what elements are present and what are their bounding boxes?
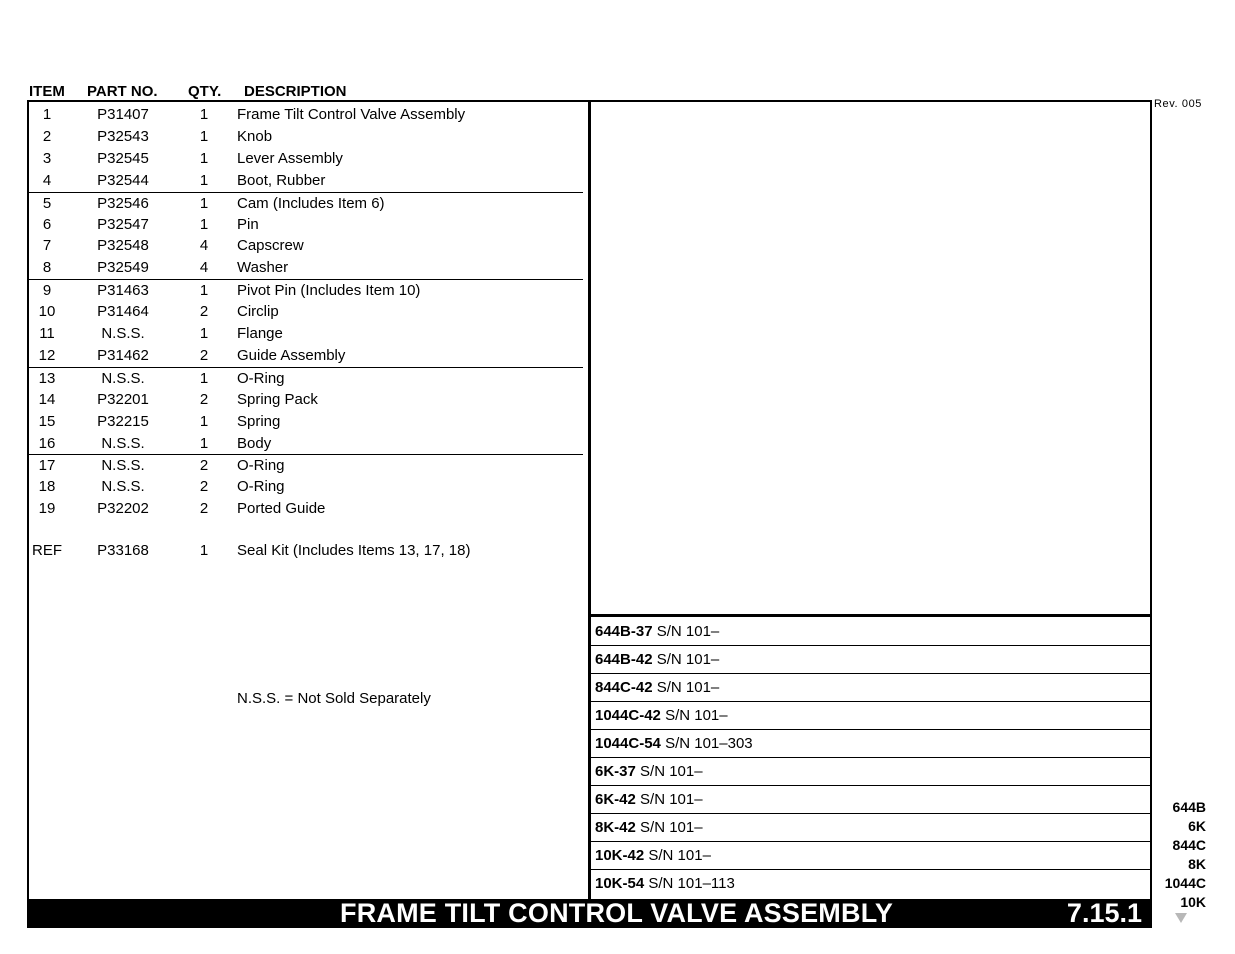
table-row [29,192,583,215]
serial-range: S/N 101– [640,819,703,836]
description: Circlip [237,303,279,321]
quantity: 1 [199,282,209,300]
quantity: 1 [199,434,209,452]
item-number: 6 [42,215,52,233]
description: O-Ring [237,369,285,387]
description: Lever Assembly [237,149,343,167]
page-title: FRAME TILT CONTROL VALVE ASSEMBLY [340,898,894,928]
part-number: P32201 [97,390,149,408]
item-number: 2 [42,127,52,145]
quantity: 4 [199,259,209,277]
item-number: 10 [38,303,56,321]
part-number: P32547 [97,215,149,233]
description: Flange [237,325,283,342]
part-number: P32544 [97,171,149,189]
item-number: 9 [42,282,52,300]
item-number: 17 [38,457,56,475]
part-number: P32215 [97,412,149,430]
table-row [29,148,583,170]
item-number: 8 [42,259,52,277]
header-description: DESCRIPTION [244,83,347,100]
quantity: 1 [199,149,209,167]
model-name: 1044C-42 [595,707,661,724]
serial-row [591,814,1150,842]
model-name: 644B-42 [595,651,653,668]
ref-qty: 1 [199,542,209,559]
part-number: N.S.S. [101,325,145,342]
description: Washer [237,259,289,277]
description: Capscrew [237,237,304,255]
serial-range: S/N 101–303 [665,735,753,752]
item-number: 11 [39,325,55,342]
quantity: 1 [199,369,209,387]
quantity: 1 [199,127,209,145]
model-name: 644B-37 [595,623,653,640]
illustration-area [591,102,1150,617]
description: Knob [237,127,273,145]
quantity: 2 [199,500,209,518]
serial-row [591,730,1150,758]
description: Spring Pack [237,390,318,408]
quantity: 2 [199,346,209,364]
serial-row [591,870,1150,898]
table-row [29,279,583,302]
serial-range: S/N 101– [656,651,720,668]
serial-row [591,842,1150,870]
item-number: 18 [38,478,56,496]
serial-range: S/N 101– [656,679,720,696]
serial-range: S/N 101– [648,847,711,864]
side-model-list [1152,798,1206,912]
serial-range: S/N 101–113 [648,875,735,892]
description: Boot, Rubber [237,171,326,189]
model-name: 6K-42 [595,791,636,808]
part-number: P31462 [97,346,149,364]
table-row [29,411,583,433]
part-number: P31464 [97,303,149,321]
part-number: N.S.S. [101,457,145,475]
quantity: 2 [199,457,209,475]
header-qty: QTY. [188,83,222,100]
item-number: 13 [38,369,56,387]
nss-note: N.S.S. = Not Sold Separately [237,690,431,707]
table-row [29,498,583,520]
item-number: 5 [42,194,52,212]
part-number: P32548 [97,237,149,255]
ref-part-number: P33168 [97,542,149,559]
table-row [29,301,583,323]
header-item: ITEM [29,83,65,100]
header-part-no: PART NO. [87,83,158,100]
description: O-Ring [237,457,285,475]
part-number: P31463 [97,282,149,300]
item-number: 15 [38,412,56,430]
title-bar [27,899,1152,928]
ref-row [29,540,583,562]
quantity: 2 [199,303,209,321]
quantity: 1 [199,194,209,212]
item-number: 16 [38,434,56,452]
table-row [29,214,583,236]
item-number: 12 [38,346,56,364]
table-row [29,235,583,257]
model-name: 6K-37 [595,763,636,780]
serial-row [591,646,1150,674]
model-name: 10K-42 [595,847,645,864]
side-model-label: 6K [1188,818,1206,834]
side-model-label: 8K [1188,856,1206,872]
part-number: N.S.S. [101,478,145,496]
down-triangle-icon [1174,912,1188,924]
table-row [29,476,583,498]
description: Frame Tilt Control Valve Assembly [237,106,466,123]
quantity: 1 [199,106,209,123]
description: Pin [237,215,259,233]
item-number: 3 [42,149,52,167]
serial-range: S/N 101– [656,623,720,640]
quantity: 1 [199,325,209,342]
quantity: 2 [199,478,209,496]
side-model-label: 844C [1172,837,1206,853]
serial-row [591,618,1150,646]
serial-row [591,702,1150,730]
part-number: P31407 [97,106,149,123]
table-row [29,170,583,192]
quantity: 4 [199,237,209,255]
table-row [29,367,583,390]
table-row [29,323,583,345]
model-name: 8K-42 [595,819,636,836]
part-number: P32546 [97,194,149,212]
side-model-label: 644B [1172,799,1206,815]
description: Pivot Pin (Includes Item 10) [237,282,421,300]
table-row [29,345,583,367]
quantity: 2 [199,390,209,408]
item-number: 7 [42,237,52,255]
part-number: P32202 [97,500,149,518]
ref-description: Seal Kit (Includes Items 13, 17, 18) [237,542,471,559]
quantity: 1 [199,215,209,233]
description: Spring [237,412,281,430]
part-number: P32549 [97,259,149,277]
serial-row [591,758,1150,786]
serial-row [591,674,1150,702]
serial-row [591,786,1150,814]
ref-item: REF [32,542,62,559]
item-number: 1 [42,106,52,123]
model-name: 1044C-54 [595,735,661,752]
quantity: 1 [199,412,209,430]
serial-range: S/N 101– [665,707,728,724]
description: Body [237,434,272,452]
description: O-Ring [237,478,285,496]
item-number: 4 [42,171,52,189]
table-row [29,433,583,455]
description: Ported Guide [237,500,326,518]
section-number: 7.15.1 [1066,898,1142,928]
model-name: 10K-54 [595,875,645,892]
serial-range: S/N 101– [640,791,703,808]
model-name: 844C-42 [595,679,653,696]
part-number: P32543 [97,127,149,145]
table-row [29,454,583,477]
table-row [29,126,583,148]
part-number: N.S.S. [101,369,145,387]
description: Cam (Includes Item 6) [237,194,385,212]
part-number: N.S.S. [101,434,145,452]
side-model-label: 1044C [1164,875,1206,891]
quantity: 1 [199,171,209,189]
table-row [29,389,583,411]
description: Guide Assembly [237,346,346,364]
revision-label: Rev. 005 [1154,98,1203,110]
item-number: 19 [38,500,56,518]
item-number: 14 [38,390,56,408]
side-model-label: 10K [1180,894,1206,910]
table-row [29,257,583,279]
table-row [29,104,583,126]
serial-range: S/N 101– [640,763,703,780]
part-number: P32545 [97,149,149,167]
